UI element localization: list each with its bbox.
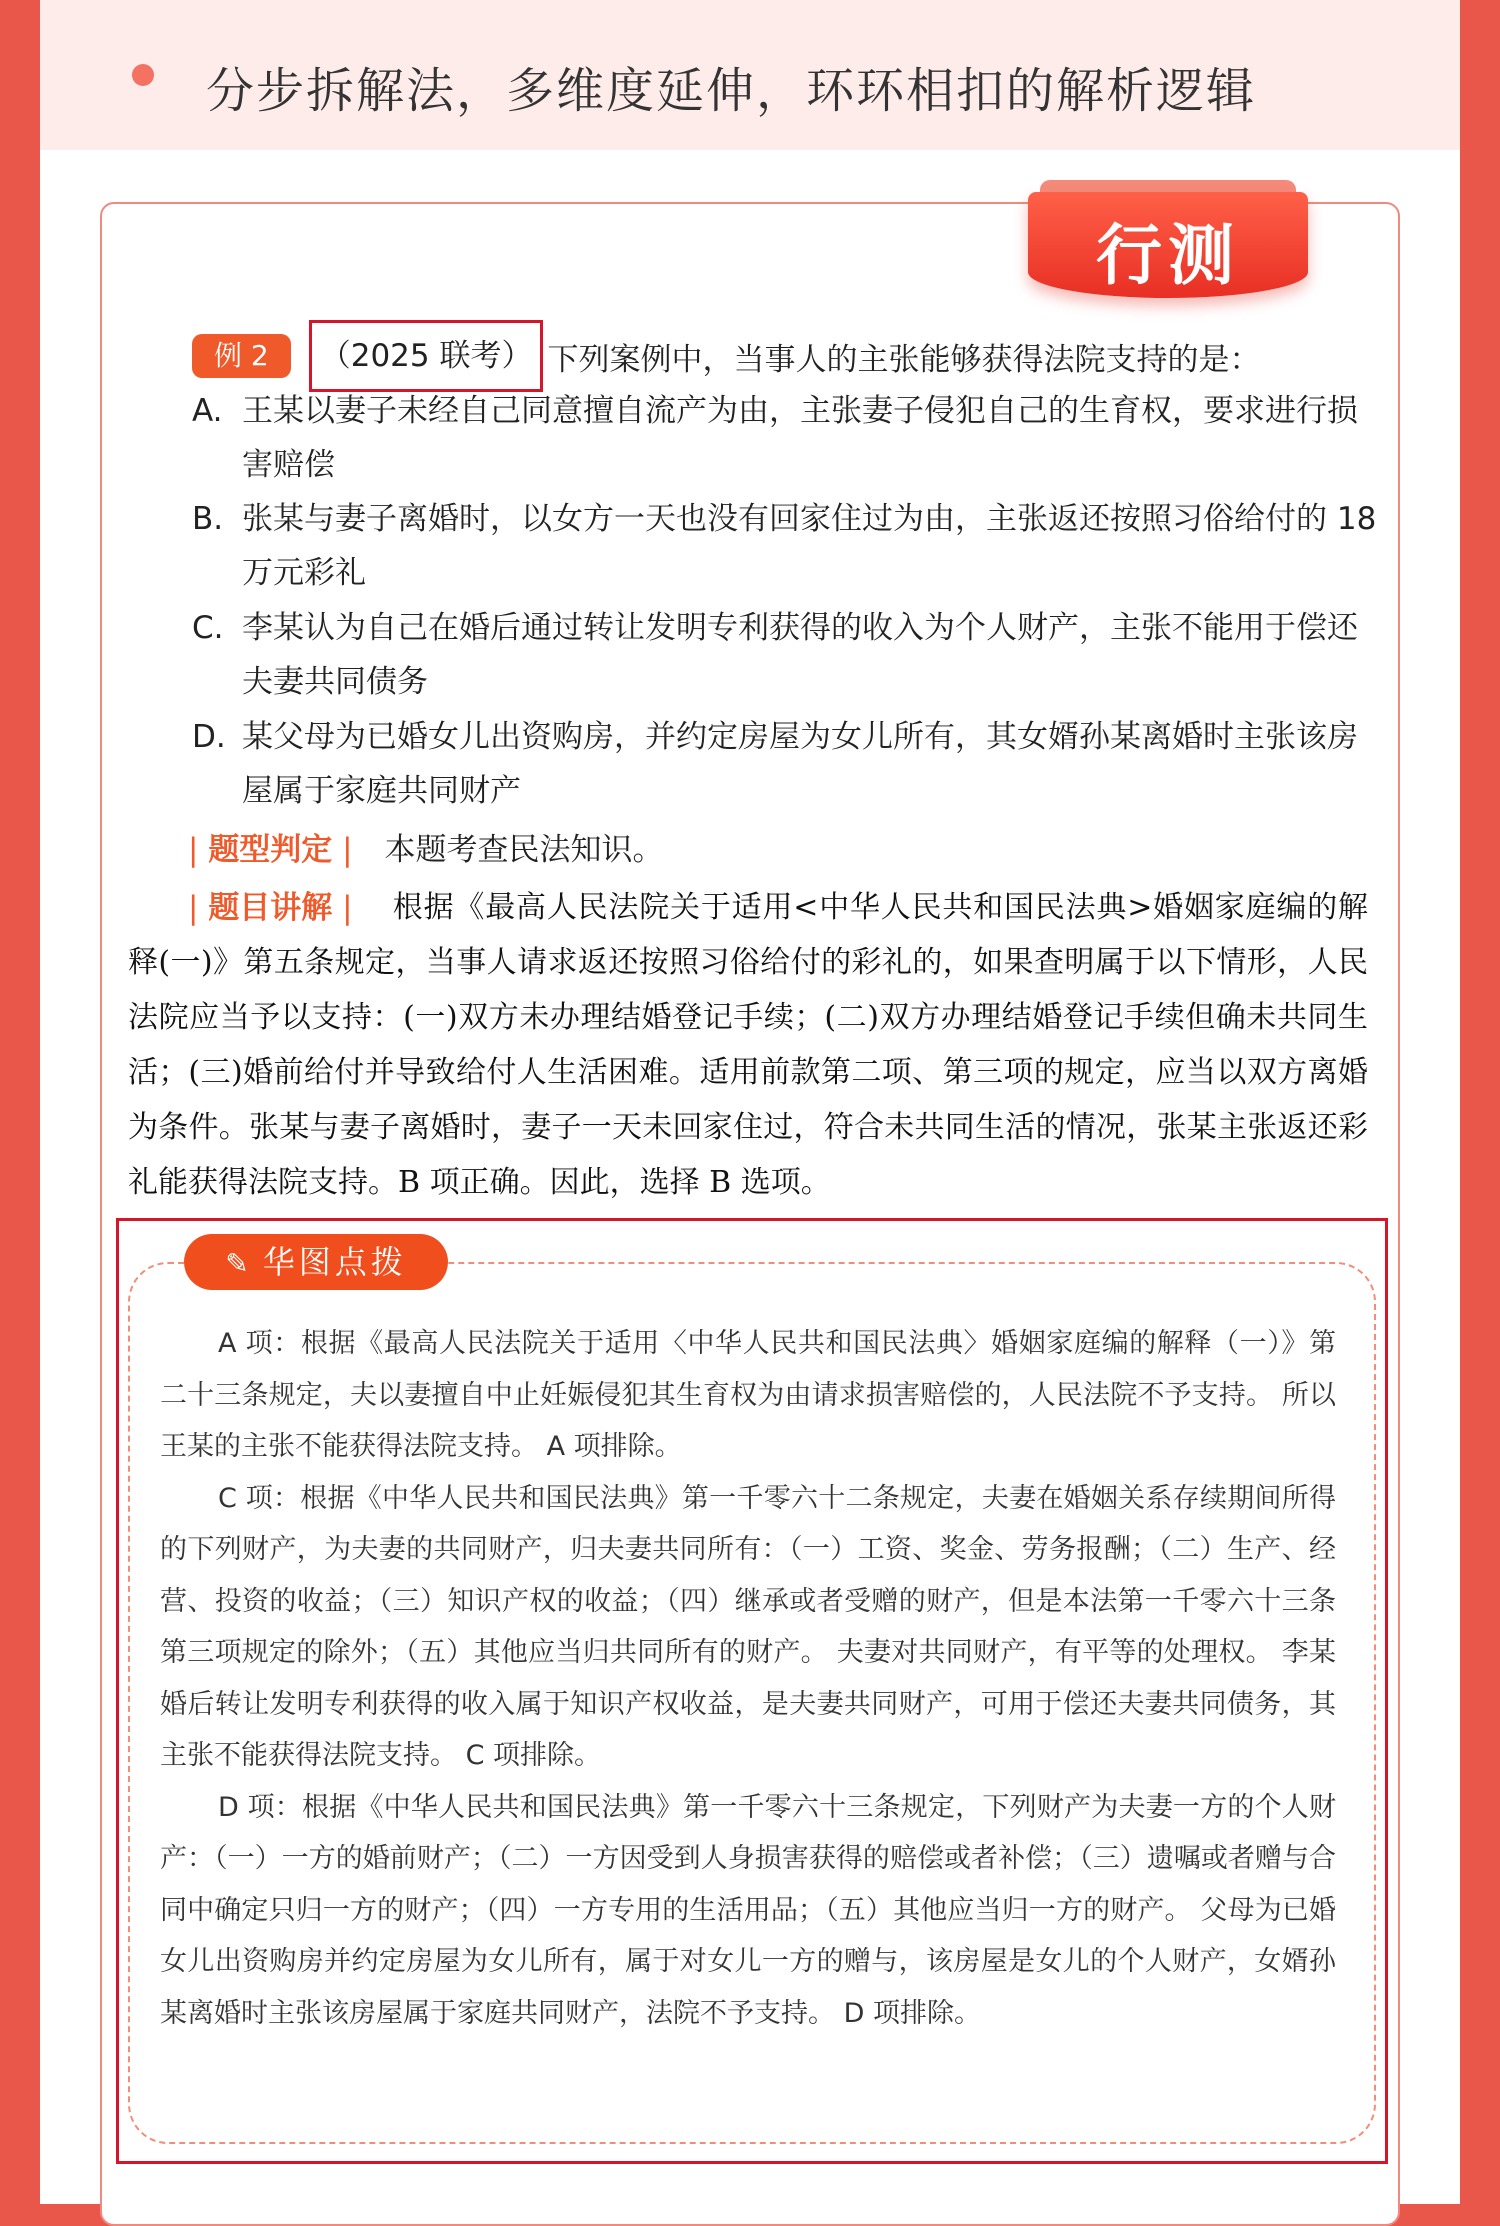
option-letter: B. (192, 501, 224, 537)
subject-tag (1028, 178, 1328, 328)
question-stem: 下列案例中，当事人的主张能够获得法院支持的是： (547, 341, 1261, 378)
tip-content (160, 1318, 1336, 2039)
explanation-label-line: | 题目讲解 | (188, 890, 353, 926)
tip-paragraph-c: C 项：根据《中华人民共和国民法典》第一千零六十二条规定，夫妻在婚姻关系存续期间所得的下列财产，为夫妻的共同财产，归夫妻共同所有：（一）工资、奖金、劳务报酬；（二）生产、经营、投资的收益；（三）知识产权的收益；（四）继承或者受赠的财产，但是本法第一千零六十三条第三项规定的除外；（五）其他应当归共同所有的财产。 夫妻对共同财产，有平等的处理权。 李某婚后转让发明专利获得的收入属于知识产权收益，是夫妻共同财产，可用于偿还夫妻共同债务，其主张不能获得法院支持。 C 项排除。 (160, 1482, 1336, 1771)
option-text: 王某以妻子未经自己同意擅自流产为由，主张妻子侵犯自己的生育权，要求进行损害赔偿 (242, 393, 1358, 483)
tip-title: 华图点拨 (262, 1243, 407, 1281)
tip-badge (184, 1234, 448, 1290)
example-badge: 例 2 (192, 334, 291, 378)
option-text: 张某与妻子离婚时，以女方一天也没有回家住过为由，主张返还按照习俗给付的 18 万元彩礼 (242, 501, 1377, 591)
header-title: 分步拆解法，多维度延伸，环环相扣的解析逻辑 (206, 63, 1257, 119)
option-b (192, 492, 1377, 600)
option-letter: A. (192, 393, 223, 429)
option-d (192, 710, 1377, 818)
option-a (192, 384, 1377, 492)
explanation-label: 题目讲解 (208, 890, 333, 926)
option-letter: D. (192, 719, 226, 755)
option-text: 某父母为已婚女儿出资购房，并约定房屋为女儿所有，其女婿孙某离婚时主张该房屋属于家庭共同财产 (242, 719, 1358, 809)
explanation-text: 根据《最高人民法院关于适用<中华人民共和国民法典>婚姻家庭编的解释(一)》第五条规定，当事人请求返还按照习俗给付的彩礼的，如果查明属于以下情形，人民法院应当予以支持：(一)双方未办理结婚登记手续；(二)双方办理结婚登记手续但确未共同生活；(三)婚前给付并导致给付人生活困难。适用前款第二项、第三项的规定，应当以双方离婚为条件。张某与妻子离婚时，妻子一天未回家住过，符合未共同生活的情况，张某主张返还彩礼能获得法院支持。B 项正确。因此，选择 B 选项。 (128, 890, 1368, 1200)
type-judgement-label: 题型判定 (208, 832, 333, 868)
type-judgement-line: | 题型判定 | 本题考查民法知识。 (188, 832, 664, 868)
option-text: 李某认为自己在婚后通过转让发明专利获得的收入为个人财产，主张不能用于偿还夫妻共同债务 (242, 610, 1358, 700)
option-c (192, 601, 1377, 709)
bullet-dot-icon (132, 64, 154, 86)
question-stem-line (192, 332, 1260, 380)
subject-tag-label: 行测 (1096, 217, 1240, 294)
type-judgement-text: 本题考查民法知识。 (384, 832, 664, 868)
question-source: （2025 联考） (309, 320, 544, 392)
pencil-icon: ✎ (225, 1247, 253, 1280)
tip-paragraph-a: A 项：根据《最高人民法院关于适用〈中华人民共和国民法典〉婚姻家庭编的解释（一）》第二十三条规定，夫以妻擅自中止妊娠侵犯其生育权为由请求损害赔偿的，人民法院不予支持。 所以王某的主张不能获得法院支持。 A 项排除。 (160, 1328, 1336, 1462)
option-letter: C. (192, 610, 224, 646)
tip-paragraph-d: D 项：根据《中华人民共和国民法典》第一千零六十三条规定，下列财产为夫妻一方的个人财产：（一）一方的婚前财产；（二）一方因受到人身损害获得的赔偿或者补偿；（三）遗嘱或者赠与合同中确定只归一方的财产；（四）一方专用的生活用品；（五）其他应当归一方的财产。 父母为已婚女儿出资购房并约定房屋为女儿所有，属于对女儿一方的赠与，该房屋是女儿的个人财产，女婿孙某离婚时主张该房屋属于家庭共同财产，法院不予支持。 D 项排除。 (160, 1791, 1336, 2029)
